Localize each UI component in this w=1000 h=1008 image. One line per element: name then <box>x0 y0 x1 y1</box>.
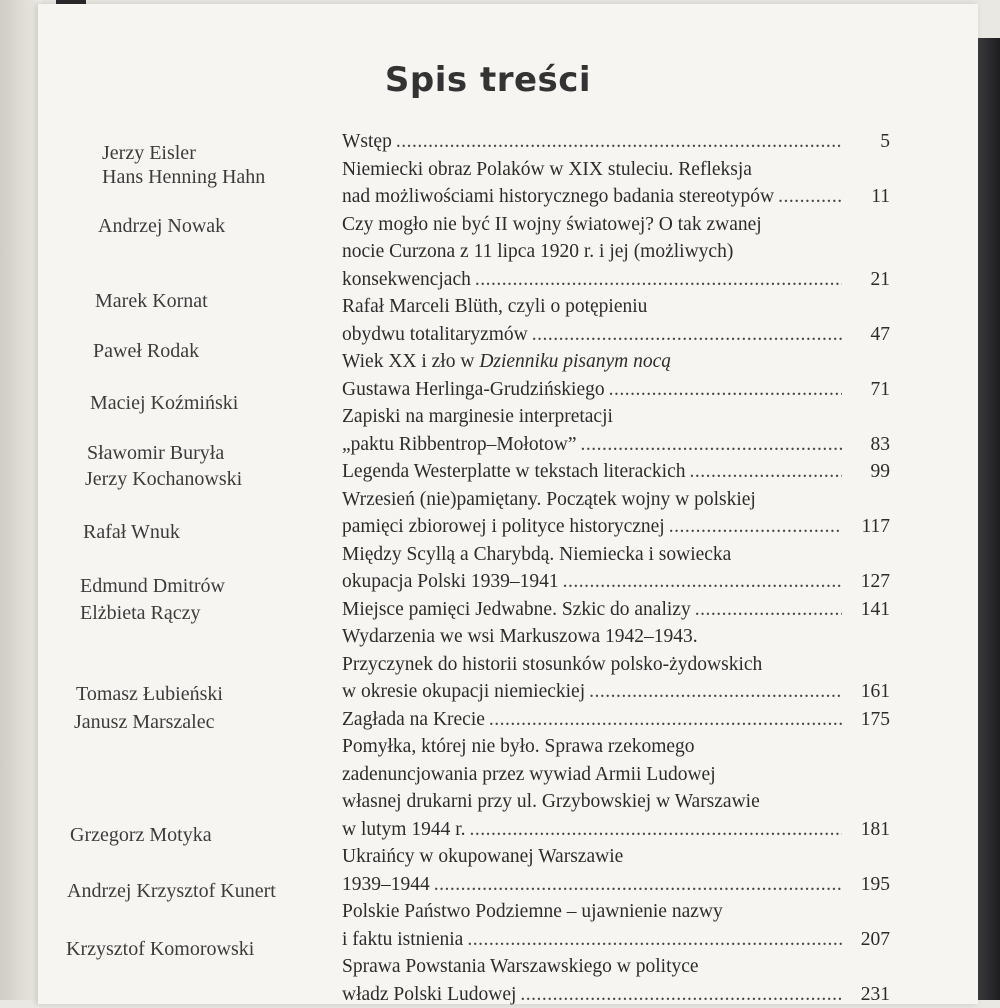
page-number: 11 <box>846 183 890 211</box>
toc-title-line: zadenuncjowania przez wywiad Armii Ludowej <box>342 761 890 789</box>
toc-entry <box>342 733 890 843</box>
dot-leader <box>589 678 842 706</box>
dot-leader <box>532 321 842 349</box>
dot-leader <box>470 816 842 844</box>
toc-entry <box>342 403 890 458</box>
author-name: Jerzy Eisler <box>102 140 196 167</box>
toc-entry <box>342 706 890 734</box>
toc-entry <box>342 128 890 156</box>
toc-title-line: Miejsce pamięci Jedwabne. Szkic do analizy ..... 141 <box>342 596 890 624</box>
toc-title-line: okupacja Polski 1939–1941 ..... 127 <box>342 568 890 596</box>
toc-title-line: Niemiecki obraz Polaków w XIX stuleciu. Refleksja <box>342 156 890 184</box>
author-name: Rafał Wnuk <box>83 519 180 546</box>
background-cover <box>978 38 1000 1000</box>
toc-entry <box>342 596 890 624</box>
page-number: 83 <box>846 431 890 459</box>
author-name: Janusz Marszalec <box>74 709 215 736</box>
author-name: Elżbieta Rączy <box>80 600 201 627</box>
author-column <box>0 0 330 1000</box>
toc-title-line: Polskie Państwo Podziemne – ujawnienie nazwy <box>342 898 890 926</box>
author-name: Andrzej Krzysztof Kunert <box>67 878 276 905</box>
dot-leader <box>467 926 842 954</box>
toc-entry <box>342 623 890 706</box>
toc-entry <box>342 898 890 953</box>
page-number: 161 <box>846 678 890 706</box>
page-number: 207 <box>846 926 890 954</box>
page-number: 117 <box>846 513 890 541</box>
toc-title-italic: Dzienniku pisanym nocą <box>479 351 671 372</box>
toc-title-line: „paktu Ribbentrop–Mołotow” ..... 83 <box>342 431 890 459</box>
toc-title-line: Pomyłka, której nie było. Sprawa rzekomego <box>342 733 890 761</box>
toc-title-line: Sprawa Powstania Warszawskiego w polityce <box>342 953 890 981</box>
dot-leader <box>609 376 842 404</box>
author-name: Maciej Koźmiński <box>90 390 238 417</box>
toc-title-line: konsekwencjach ..... 21 <box>342 266 890 294</box>
page-number: 141 <box>846 596 890 624</box>
dot-leader <box>563 568 842 596</box>
dot-leader <box>690 458 843 486</box>
author-name: Jerzy Kochanowski <box>85 466 242 493</box>
toc-list <box>342 128 890 1008</box>
page-number: 99 <box>846 458 890 486</box>
toc-entry <box>342 293 890 348</box>
toc-title-line: w lutym 1944 r. ..... 181 <box>342 816 890 844</box>
author-name: Hans Henning Hahn <box>102 164 265 191</box>
toc-title-line: Wstęp ..... 5 <box>342 128 890 156</box>
author-name: Sławomir Buryła <box>87 440 224 467</box>
toc-title-line: pamięci zbiorowej i polityce historycznej ..... 117 <box>342 513 890 541</box>
toc-title-line: Zapiski na marginesie interpretacji <box>342 403 890 431</box>
author-name: Krzysztof Komorowski <box>66 936 254 963</box>
dot-leader <box>669 513 842 541</box>
toc-title-line: Czy mogło nie być II wojny światowej? O tak zwanej <box>342 211 890 239</box>
dot-leader <box>475 266 842 294</box>
toc-entry <box>342 843 890 898</box>
toc-title-line: obydwu totalitaryzmów ..... 47 <box>342 321 890 349</box>
toc-title-line: władz Polski Ludowej ..... 231 <box>342 981 890 1008</box>
dot-leader <box>520 981 842 1008</box>
page-number: 181 <box>846 816 890 844</box>
toc-title-line: Wiek XX i zło w Dzienniku pisanym nocą <box>342 348 890 376</box>
dot-leader <box>489 706 842 734</box>
toc-entry <box>342 348 890 403</box>
page-number: 195 <box>846 871 890 899</box>
dot-leader <box>434 871 842 899</box>
toc-title-line: w okresie okupacji niemieckiej ..... 161 <box>342 678 890 706</box>
toc-title-line: nocie Curzona z 11 lipca 1920 r. i jej (możliwych) <box>342 238 890 266</box>
toc-title-line: 1939–1944 ..... 195 <box>342 871 890 899</box>
author-name: Marek Kornat <box>95 288 208 315</box>
toc-title-line: własnej drukarni przy ul. Grzybowskiej w Warszawie <box>342 788 890 816</box>
dot-leader <box>396 128 842 156</box>
page-number: 21 <box>846 266 890 294</box>
toc-title-line: Rafał Marceli Blüth, czyli o potępieniu <box>342 293 890 321</box>
dot-leader <box>581 431 842 459</box>
toc-title-line: Ukraińcy w okupowanej Warszawie <box>342 843 890 871</box>
author-name: Edmund Dmitrów <box>80 573 225 600</box>
toc-title-line: Gustawa Herlinga-Grudzińskiego ..... 71 <box>342 376 890 404</box>
toc-title-line: Wydarzenia we wsi Markuszowa 1942–1943. <box>342 623 890 651</box>
page-number: 71 <box>846 376 890 404</box>
toc-entry <box>342 486 890 541</box>
toc-title-line: Wrzesień (nie)pamiętany. Początek wojny w polskiej <box>342 486 890 514</box>
author-name: Paweł Rodak <box>93 338 199 365</box>
dot-leader <box>778 183 842 211</box>
page-number: 127 <box>846 568 890 596</box>
toc-entry <box>342 211 890 294</box>
author-name: Grzegorz Motyka <box>70 822 212 849</box>
page-number: 175 <box>846 706 890 734</box>
toc-entry <box>342 156 890 211</box>
toc-entry <box>342 541 890 596</box>
toc-entry <box>342 458 890 486</box>
author-name: Tomasz Łubieński <box>76 681 223 708</box>
toc-title-line: Zagłada na Krecie ..... 175 <box>342 706 890 734</box>
page-number: 231 <box>846 981 890 1008</box>
toc-title-line: nad możliwościami historycznego badania stereotypów ..... 11 <box>342 183 890 211</box>
toc-title-line: Legenda Westerplatte w tekstach literackich ..... 99 <box>342 458 890 486</box>
toc-title-line: Między Scyllą a Charybdą. Niemiecka i sowiecka <box>342 541 890 569</box>
page-title: Spis treści <box>0 60 976 100</box>
toc-title-line: Przyczynek do historii stosunków polsko-żydowskich <box>342 651 890 679</box>
author-name: Andrzej Nowak <box>98 213 225 240</box>
toc-title-line: i faktu istnienia ..... 207 <box>342 926 890 954</box>
page-number: 5 <box>846 128 890 156</box>
dot-leader <box>695 596 842 624</box>
page-number: 47 <box>846 321 890 349</box>
